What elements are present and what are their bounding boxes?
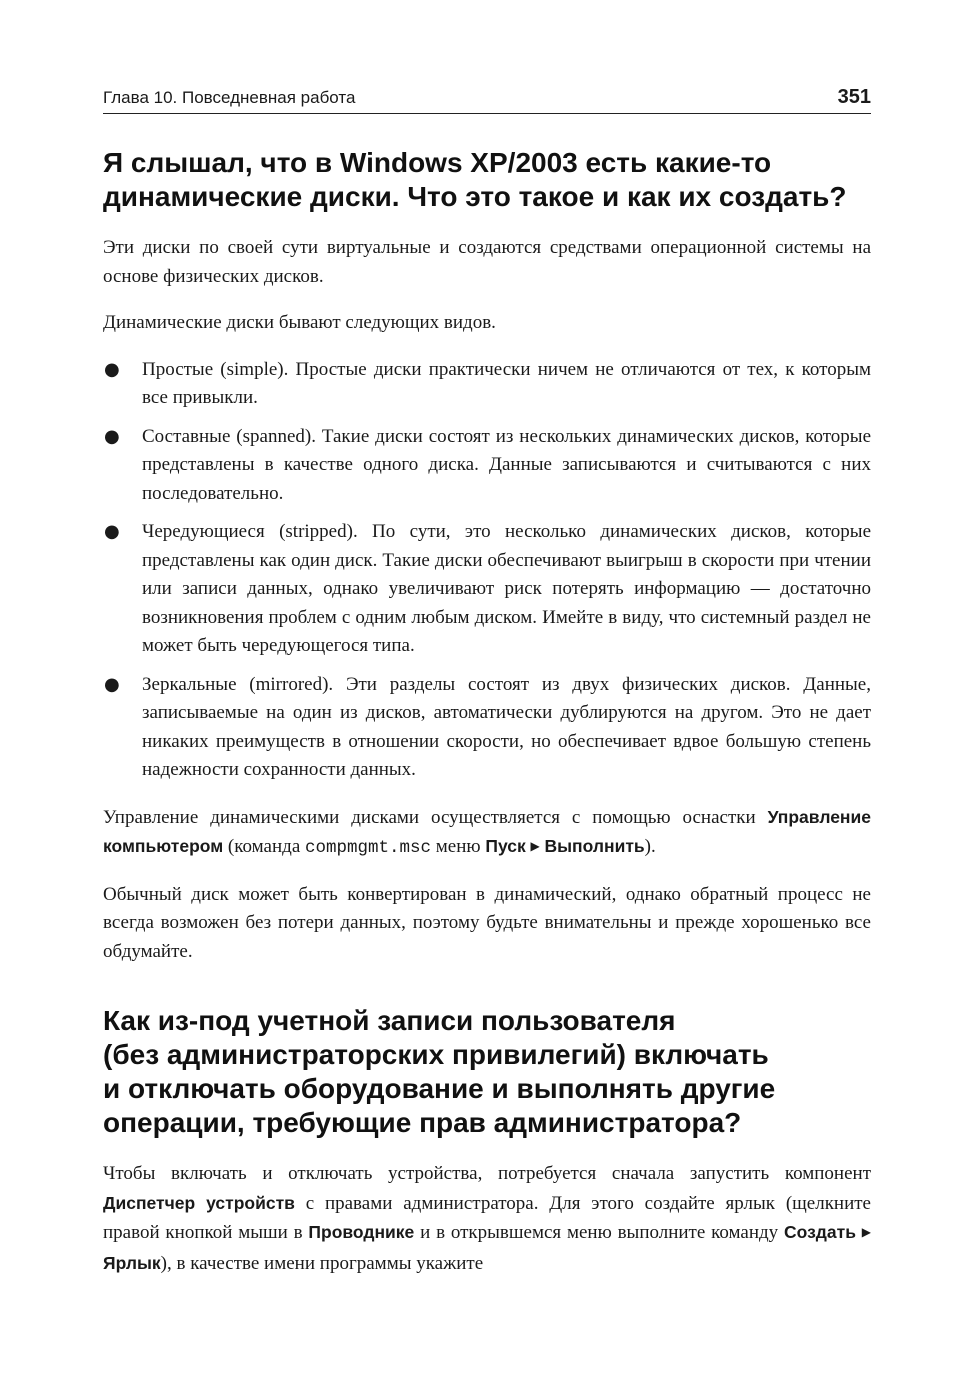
text-run: и в открывшемся меню выполните команду bbox=[414, 1222, 784, 1243]
menu-create: Создать bbox=[784, 1222, 856, 1242]
management-paragraph bbox=[103, 803, 871, 863]
menu-run: Выполнить bbox=[544, 836, 645, 856]
list-item-text: Зеркальные (mirrored). Эти разделы состоят из двух физических дисков. Данные, записываемые на один из дисков, автоматически дублируются на другом. Это не дает никаких преимуществ в отношении скорости, но обеспечивает вдвое большую степень надежности сохранности данных. bbox=[142, 673, 871, 780]
list-item bbox=[103, 423, 871, 509]
bullet-icon: ● bbox=[104, 673, 120, 695]
convert-paragraph: Обычный диск может быть конвертирован в динамический, однако обратный процесс не всегда возможен без потери данных, поэтому будьте внимательны и прежде хорошенько все обдумайте. bbox=[103, 883, 871, 962]
menu-arrow-icon: ▶ bbox=[530, 839, 540, 853]
bullet-icon: ● bbox=[104, 358, 120, 380]
heading-line: Как из-под учетной записи пользователя bbox=[103, 1005, 676, 1036]
text-run: с правами администратора. Для этого создайте ярлык (щелкните правой кнопкой мыши в bbox=[103, 1192, 871, 1243]
section-heading-admin-rights bbox=[103, 1004, 871, 1140]
page-content bbox=[103, 146, 871, 1296]
text-run: Управление динамическими дисками осуществляется с помощью оснастки bbox=[103, 806, 768, 828]
snapin-name: Управление компьютером bbox=[103, 806, 871, 856]
device-manager-name: Диспетчер устройств bbox=[103, 1192, 295, 1213]
list-item-text: Чередующиеся (stripped). По сути, это несколько динамических дисков, которые представлены как один диск. Такие диски обеспечивают выигрыш в скорости при чтении или записи данных, однако увеличивают риск потерять информацию — достаточно возникновения проблем с одним любым диском. Имейте в виду, что системный раздел не может быть чередующегося типа. bbox=[142, 521, 871, 656]
disk-types-list bbox=[103, 356, 871, 785]
text-run: меню bbox=[431, 836, 486, 857]
command-code: compmgmt.msc bbox=[305, 838, 432, 858]
list-item-text: Простые (simple). Простые диски практически ничем не отличаются от тех, к которым все привыкли. bbox=[142, 358, 871, 408]
list-item bbox=[103, 518, 871, 661]
section-heading-dynamic-disks bbox=[103, 146, 871, 214]
text-run: (команда bbox=[223, 836, 305, 857]
intro-paragraph: Эти диски по своей сути виртуальные и создаются средствами операционной системы на основе физических дисков. bbox=[103, 237, 871, 287]
heading-line: динамические диски. Что это такое и как их создать? bbox=[103, 181, 847, 212]
menu-start: Пуск bbox=[485, 836, 526, 856]
list-item bbox=[103, 356, 871, 413]
heading-line: Я слышал, что в Windows XP/2003 есть какие-то bbox=[103, 147, 772, 178]
text-run: ). bbox=[644, 836, 656, 857]
text-run: Чтобы включать и отключать устройства, потребуется сначала запустить компонент bbox=[103, 1163, 871, 1184]
heading-line: (без администраторских привилегий) включать bbox=[103, 1039, 769, 1070]
bullet-icon: ● bbox=[104, 425, 120, 447]
kinds-lead-paragraph: Динамические диски бывают следующих видов. bbox=[103, 312, 496, 333]
list-item-text: Составные (spanned). Такие диски состоят из нескольких динамических дисков, которые представлены в качестве одного диска. Данные записываются и считываются с них последовательно. bbox=[142, 425, 871, 504]
chapter-title: Глава 10. Повседневная работа bbox=[103, 88, 356, 107]
page-number: 351 bbox=[837, 86, 871, 108]
explorer-name: Проводнике bbox=[308, 1222, 415, 1242]
heading-line: операции, требующие прав администратора? bbox=[103, 1107, 742, 1138]
heading-line: и отключать оборудование и выполнять другие bbox=[103, 1073, 776, 1104]
menu-shortcut: Ярлык bbox=[103, 1252, 161, 1273]
menu-arrow-icon: ▶ bbox=[861, 1225, 872, 1239]
device-manager-paragraph bbox=[103, 1160, 871, 1278]
list-item bbox=[103, 671, 871, 785]
text-run: ), в качестве имени программы укажите bbox=[160, 1252, 484, 1274]
bullet-icon: ● bbox=[104, 521, 120, 542]
running-header bbox=[103, 86, 871, 114]
